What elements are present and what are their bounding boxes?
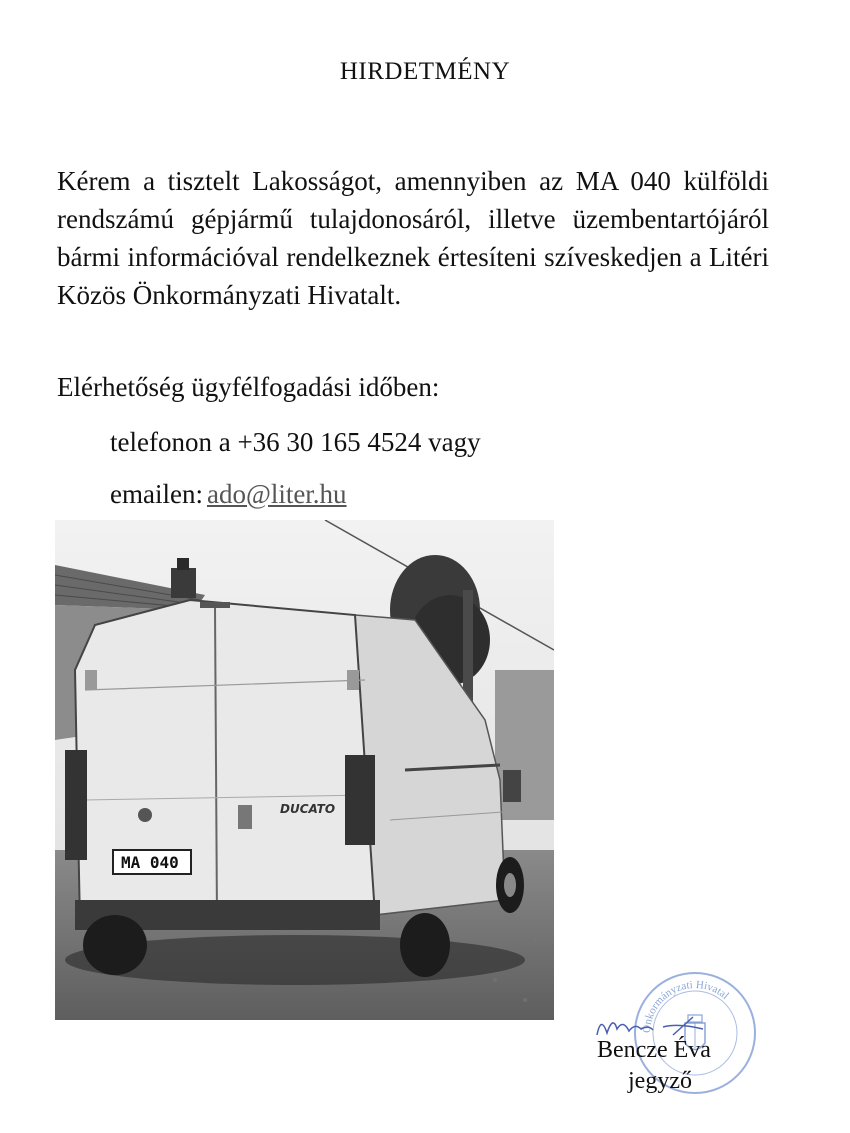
signer-name: Bencze Éva: [597, 1037, 711, 1063]
van-photo: [55, 520, 554, 1020]
contact-email: [110, 475, 347, 513]
notice-title: HIRDETMÉNY: [339, 58, 511, 85]
license-plate: MA 040: [121, 853, 179, 872]
contact-phone: telefonon a +36 30 165 4524 vagy: [110, 427, 481, 457]
signature-block: [575, 960, 775, 1110]
contact-intro: Elérhetőség ügyfélfogadási időben:: [57, 372, 440, 402]
stamp-text: Önkormányzati Hivatal: [640, 978, 732, 1034]
notice-body: Kérem a tisztelt Lakosságot, amennyiben az MA 040 külföldi rendszámú gépjármű tulajdonosáról, illetve üzembentartójáról bármi információval rendelkeznek értesíteni szíveskedjen a Litéri Közös Önkormányzati Hivatalt.: [57, 166, 769, 310]
email-link[interactable]: ado@liter.hu: [206, 479, 347, 509]
signer-role: jegyző: [628, 1068, 692, 1094]
van-illustration: [55, 520, 554, 1020]
model-badge: DUCATO: [280, 802, 336, 816]
email-label: emailen:: [110, 479, 203, 509]
